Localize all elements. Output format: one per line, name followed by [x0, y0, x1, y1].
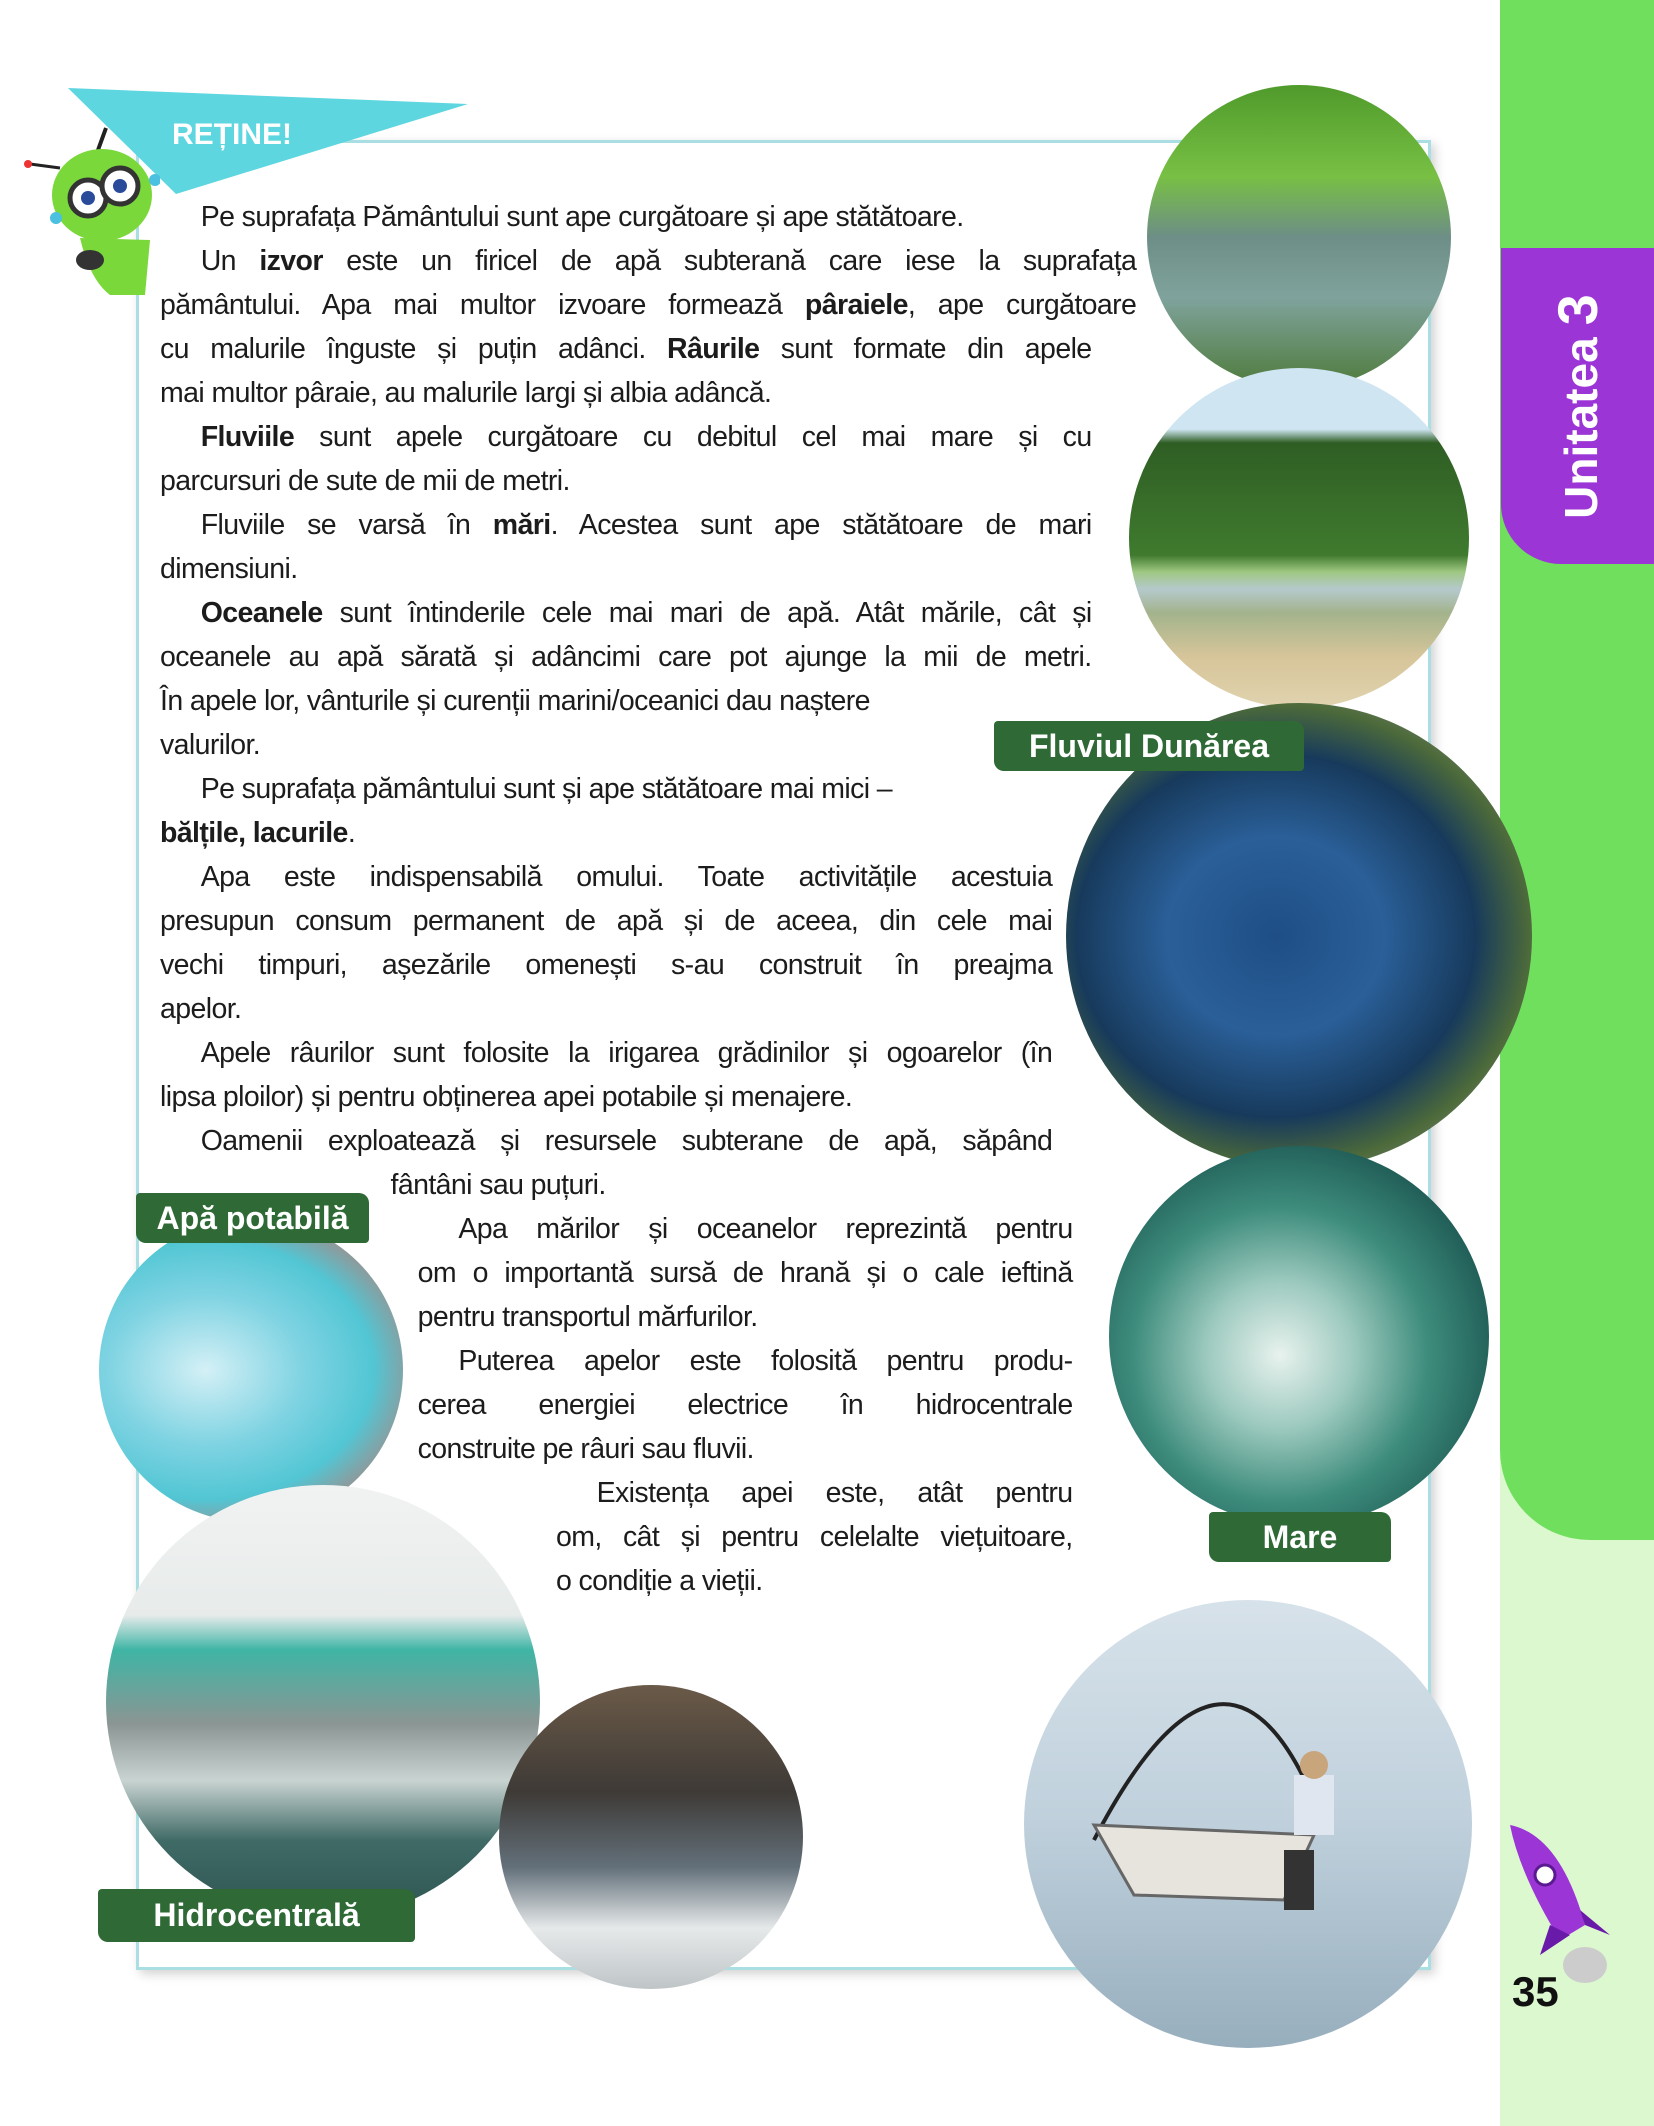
photo-river [1147, 85, 1451, 389]
text-line [418, 1387, 1073, 1423]
text-line [201, 507, 1092, 543]
text-segment: În apele lor, vânturile și curenții marini/oceanici dau naștere [160, 685, 870, 718]
photo-sea-waves [1109, 1146, 1489, 1526]
text-segment: dimensiuni. [160, 553, 298, 586]
text-line [201, 199, 964, 235]
text-segment: valurilor. [160, 729, 261, 762]
bold-term: izvor [259, 245, 323, 278]
text-line [201, 1123, 1053, 1159]
fisherman-illustration [1024, 1600, 1472, 2048]
bold-term: Oceanele [200, 597, 323, 630]
bold-term: pâraiele [804, 289, 908, 322]
banner-title: REȚINE! [172, 118, 292, 151]
unit-tab-label [1501, 248, 1654, 564]
text-segment: pământului. Apa mai multor izvoare formează [160, 289, 805, 322]
text-segment: sunt apele curgătoare cu debitul cel mai mare și cu [294, 421, 1092, 454]
text-segment: om o importantă sursă de hrană și o cale ieftină [417, 1257, 1073, 1290]
text-segment: lipsa ploilor) și pentru obținerea apei potabile și menajere. [160, 1081, 853, 1114]
text-segment: apelor. [160, 993, 242, 1026]
text-line [201, 595, 1092, 631]
text-segment: . Acestea sunt ape stătătoare de mari [550, 509, 1092, 542]
text-line [160, 639, 1092, 675]
text-segment: Fluviile se varsă în [200, 509, 493, 542]
text-line [556, 1519, 1073, 1555]
text-segment: presupun consum permanent de apă și de aceea, din cele mai [160, 905, 1053, 938]
text-line [458, 1343, 1072, 1379]
page-number: 35 [1512, 1968, 1559, 2015]
text-line [160, 551, 298, 587]
text-line [160, 991, 241, 1027]
text-segment: Existența apei este, atât pentru [596, 1477, 1073, 1510]
photo-fisherman [1024, 1600, 1472, 2048]
text-segment: Oamenii exploatează și resursele subterane de apă, săpând [200, 1125, 1053, 1158]
label-hydro: Hidrocentrală [98, 1889, 415, 1942]
text-segment: parcursuri de sute de mii de metri. [160, 465, 570, 498]
text-line [160, 947, 1052, 983]
bold-term: bălțile, lacurile [160, 817, 348, 850]
text-line [160, 1079, 852, 1115]
text-line [160, 683, 870, 719]
text-segment: Apa este indispensabilă omului. Toate activitățile acestuia [200, 861, 1053, 894]
text-segment: vechi timpuri, așezările omenești s-au construit în preajma [160, 949, 1053, 982]
text-segment: om, cât și pentru celelalte viețuitoare, [555, 1521, 1073, 1554]
text-line [160, 727, 260, 763]
text-segment: cu malurile înguste și puțin adânci. [160, 333, 667, 366]
robot-mascot-icon [20, 120, 160, 305]
photo-hydro-turbine [499, 1685, 803, 1989]
side-margin-green [1500, 0, 1654, 1540]
text-segment: Pe suprafața pământului sunt și ape stătătoare mai mici – [200, 773, 893, 806]
unit-number: 3 [1546, 293, 1610, 325]
photo-danube-forest [1129, 368, 1469, 708]
text-line [418, 1431, 754, 1467]
photo-danube [1066, 703, 1532, 1169]
text-line [418, 1255, 1073, 1291]
text-segment: Apa mărilor și oceanelor reprezintă pentru [458, 1213, 1073, 1246]
text-line [160, 331, 1092, 367]
text-segment: mai multor pâraie, au malurile largi și albia adâncă. [160, 377, 772, 410]
text-line [160, 463, 570, 499]
bold-term: mări [492, 509, 551, 542]
text-line [160, 287, 1136, 323]
text-segment: Un [200, 245, 260, 278]
text-segment: este un firicel de apă subterană care iese la suprafața [322, 245, 1137, 278]
text-line [201, 771, 892, 807]
text-segment: sunt formate din apele [759, 333, 1092, 366]
text-segment: . [347, 817, 356, 850]
text-segment: fântâni sau puțuri. [390, 1169, 606, 1202]
label-drinking-water: Apă potabilă [136, 1193, 369, 1243]
text-segment: Apele râurilor sunt folosite la irigarea grădinilor și ogoarelor (în [200, 1037, 1053, 1070]
photo-drinking-water [99, 1218, 403, 1522]
text-line [201, 1035, 1053, 1071]
text-segment: Pe suprafața Pământului sunt ape curgătoare și ape stătătoare. [200, 201, 964, 234]
text-line [418, 1299, 758, 1335]
text-segment: , ape curgătoare [907, 289, 1137, 322]
unit-label: Unitatea [1555, 336, 1608, 519]
text-segment: oceanele au apă sărată și adâncimi care pot ajunge la mii de metri. [160, 641, 1092, 674]
text-line [458, 1211, 1072, 1247]
text-line [160, 815, 355, 851]
text-segment: Puterea apelor este folosită pentru produ- [458, 1345, 1073, 1378]
text-segment: cerea energiei electrice în hidrocentrale [417, 1389, 1073, 1422]
text-segment: construite pe râuri sau fluvii. [417, 1433, 754, 1466]
text-segment: sunt întinderile cele mai mari de apă. Atât mările, cât și [322, 597, 1092, 630]
text-line [391, 1167, 606, 1203]
text-line [597, 1475, 1073, 1511]
text-segment: o condiție a vieții. [555, 1565, 763, 1598]
text-segment: pentru transportul mărfurilor. [417, 1301, 758, 1334]
text-line [201, 419, 1092, 455]
bold-term: Râurile [666, 333, 760, 366]
bold-term: Fluviile [200, 421, 295, 454]
label-danube: Fluviul Dunărea [994, 721, 1304, 771]
text-line [160, 375, 771, 411]
photo-hydro-dam [106, 1485, 540, 1919]
label-sea: Mare [1209, 1512, 1391, 1562]
text-line [556, 1563, 763, 1599]
text-line [201, 859, 1053, 895]
text-line [160, 903, 1052, 939]
text-line [201, 243, 1137, 279]
